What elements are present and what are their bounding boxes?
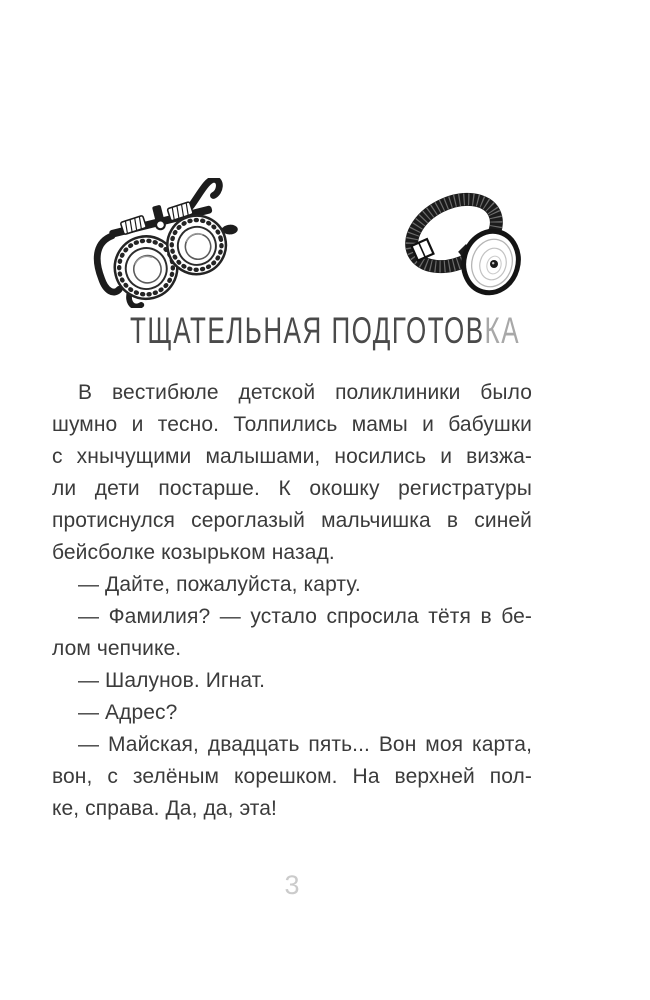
head-mirror-illustration <box>402 188 526 300</box>
chapter-title <box>0 309 650 353</box>
paragraph <box>52 569 532 601</box>
trial-frame-glasses-icon <box>86 178 242 308</box>
paragraph <box>52 377 532 569</box>
page-number: 3 <box>284 870 300 900</box>
text-line: — Дайте, пожалуйста, карту. <box>78 573 361 596</box>
text-line: — Шалунов. Игнат. <box>78 669 266 692</box>
text-line: бейсболке козырьком назад. <box>52 541 335 564</box>
paragraph <box>52 601 532 665</box>
paragraph <box>52 729 532 825</box>
text-line: — Адрес? <box>78 701 178 724</box>
text-line: шумно и тесно. Толпились мамы и бабушки <box>52 413 532 436</box>
text-line: В вестибюле детской поликлиники было <box>78 381 532 404</box>
text-line: ли дети постарше. К окошку регистратуры <box>52 477 532 500</box>
trial-frame-glasses-illustration <box>86 178 242 308</box>
chapter-title-tail: КА <box>484 309 521 352</box>
paragraph <box>52 665 532 697</box>
text-line: протиснулся сероглазый мальчишка в синей <box>52 509 532 532</box>
text-line: ке, справа. Да, да, эта! <box>52 797 277 820</box>
chapter-title-main: ТЩАТЕЛЬНАЯ ПОДГОТОВ <box>129 309 485 352</box>
head-mirror-icon <box>402 188 526 300</box>
paragraph <box>52 697 532 729</box>
body-text <box>52 377 532 825</box>
text-line: вон, с зелёным корешком. На верхней пол- <box>52 765 532 788</box>
text-line: с хнычущими малышами, носились и визжа- <box>52 445 532 468</box>
text-line: — Майская, двадцать пять... Вон моя карта, <box>78 733 532 756</box>
text-line: — Фамилия? — устало спросила тётя в бе- <box>78 605 532 628</box>
text-line: лом чепчике. <box>52 637 182 660</box>
